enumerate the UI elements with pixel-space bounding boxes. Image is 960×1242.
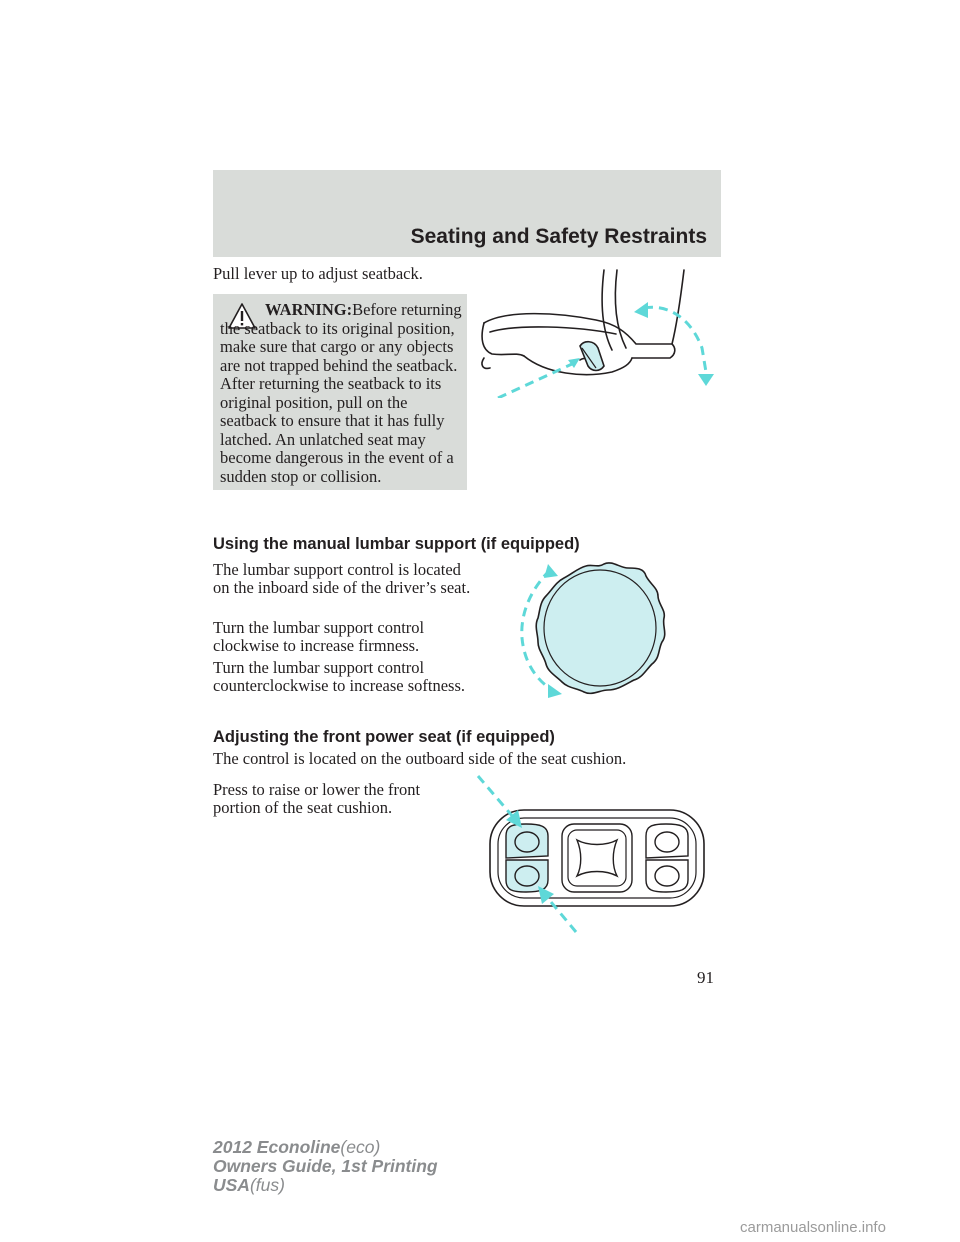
center-seat-switch[interactable] — [562, 824, 632, 892]
lumbar-knob-illustration — [512, 560, 672, 700]
warning-text — [220, 301, 464, 486]
lumbar-heading: Using the manual lumbar support (if equipped) — [213, 535, 580, 553]
power-seat-switch-illustration — [476, 770, 716, 936]
page-number: 91 — [697, 968, 714, 987]
warning-body: Before returning the seatback to its original position, make sure that cargo or any objects are not trapped behind the seatback. After returning the seatback to its original position, pull on the seatback to ensure that it has fully latched. An unlatched seat may become dangerous in the event of a sudden stop or collision. — [220, 300, 462, 486]
section-header — [213, 170, 721, 257]
footer-model-code: (eco) — [340, 1137, 381, 1157]
seatback-lever-illustration — [476, 268, 722, 398]
footer-market-code: (fus) — [249, 1175, 285, 1195]
power-seat-heading: Adjusting the front power seat (if equipped) — [213, 728, 555, 746]
warning-label: WARNING: — [265, 300, 353, 319]
warning-box — [213, 294, 467, 490]
watermark: carmanualsonline.info — [740, 1219, 886, 1236]
lumbar-paragraph-1: The lumbar support control is located on the inboard side of the driver’s seat. — [213, 560, 471, 597]
power-seat-paragraph-2: Press to raise or lower the front portion of the seat cushion. — [213, 780, 421, 817]
power-seat-paragraph-1: The control is located on the outboard side of the seat cushion. — [213, 749, 627, 768]
lumbar-paragraph-3: Turn the lumbar support control counterclockwise to increase softness. — [213, 658, 465, 695]
footer-edition: Owners Guide, 1st Printing — [213, 1156, 438, 1176]
intro-text: Pull lever up to adjust seatback. — [213, 264, 423, 283]
footer — [213, 1138, 438, 1195]
lumbar-paragraph-2: Turn the lumbar support control clockwise to increase firmness. — [213, 618, 425, 655]
footer-model: 2012 Econoline — [213, 1137, 341, 1157]
page-title: Seating and Safety Restraints — [410, 225, 707, 248]
footer-market: USA — [213, 1175, 250, 1195]
